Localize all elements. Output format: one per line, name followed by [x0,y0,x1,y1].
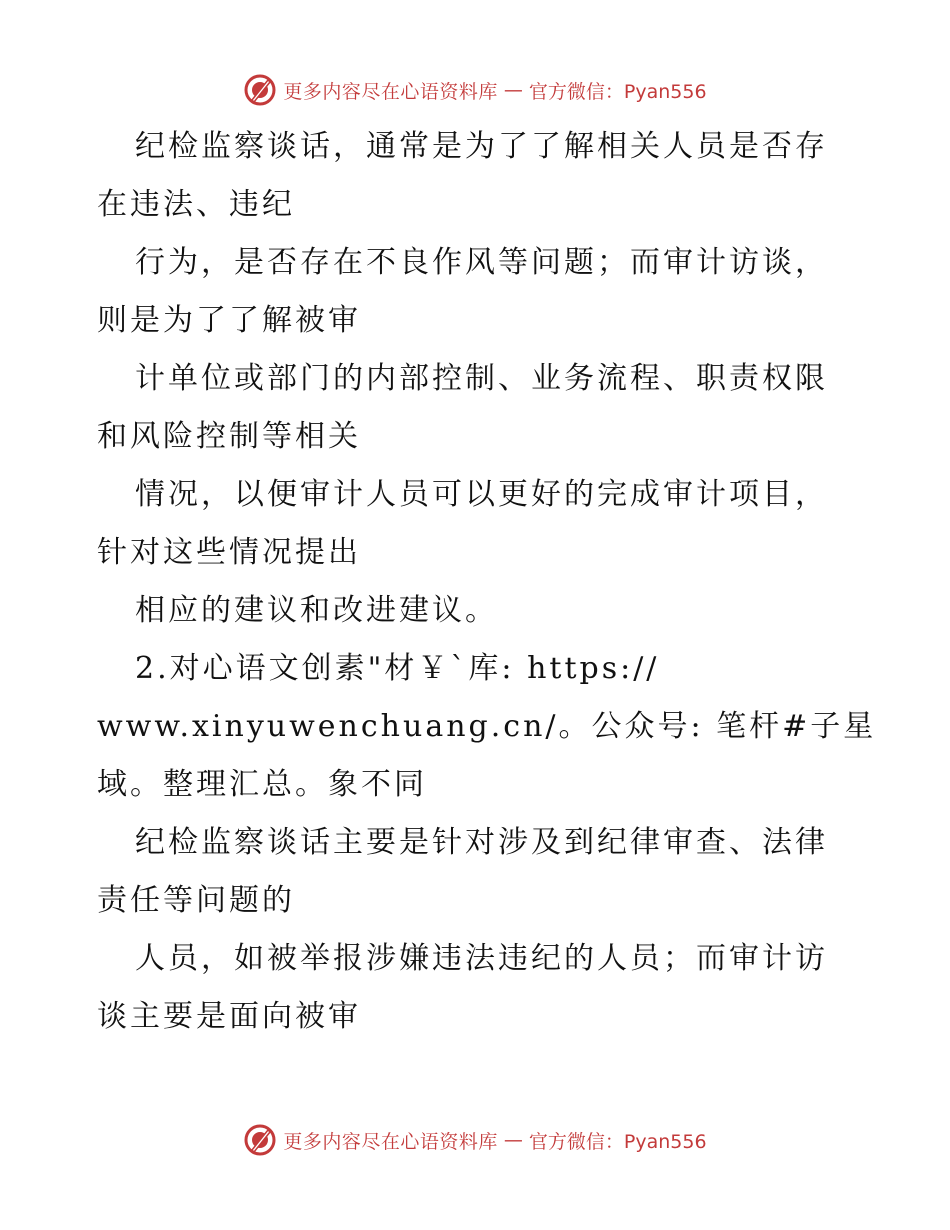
header-separator: — [503,79,523,101]
header-banner [0,70,950,110]
pen-logo-icon [243,73,277,107]
body-line: 相应的建议和改进建议。 [135,593,498,628]
document-body [97,118,877,1046]
body-line: 计单位或部门的内部控制、业务流程、职责权限 [135,361,828,396]
body-line: 域。整理汇总。象不同 [97,767,427,802]
body-line: 针对这些情况提出 [97,535,361,570]
body-line: 和风险控制等相关 [97,419,361,454]
footer-banner [0,1120,950,1160]
footer-contact: 官方微信：Pyan556 [528,1130,707,1153]
body-line: 责任等问题的 [97,883,295,918]
header-contact: 官方微信：Pyan556 [528,80,707,103]
body-line: 人员，如被举报涉嫌违法违纪的人员；而审计访 [135,941,828,976]
header-brand-text: 更多内容尽在心语资料库 [283,80,498,103]
body-line: 在违法、违纪 [97,187,295,222]
body-line: www.xinyuwenchuang.cn/。公众号: 笔杆#子星 [97,709,877,744]
body-line: 情况，以便审计人员可以更好的完成审计项目， [135,477,828,512]
body-line: 行为，是否存在不良作风等问题；而审计访谈， [135,245,828,280]
body-line: 则是为了了解被审 [97,303,361,338]
pen-logo-icon [243,1123,277,1157]
body-line: 纪检监察谈话，通常是为了了解相关人员是否存 [135,129,828,164]
footer-separator: — [503,1129,523,1151]
body-line: 谈主要是面向被审 [97,999,361,1034]
body-line: 2.对心语文创素"材￥`库: https:// [135,651,660,686]
body-line: 纪检监察谈话主要是针对涉及到纪律审查、法律 [135,825,828,860]
footer-brand-text: 更多内容尽在心语资料库 [283,1130,498,1153]
